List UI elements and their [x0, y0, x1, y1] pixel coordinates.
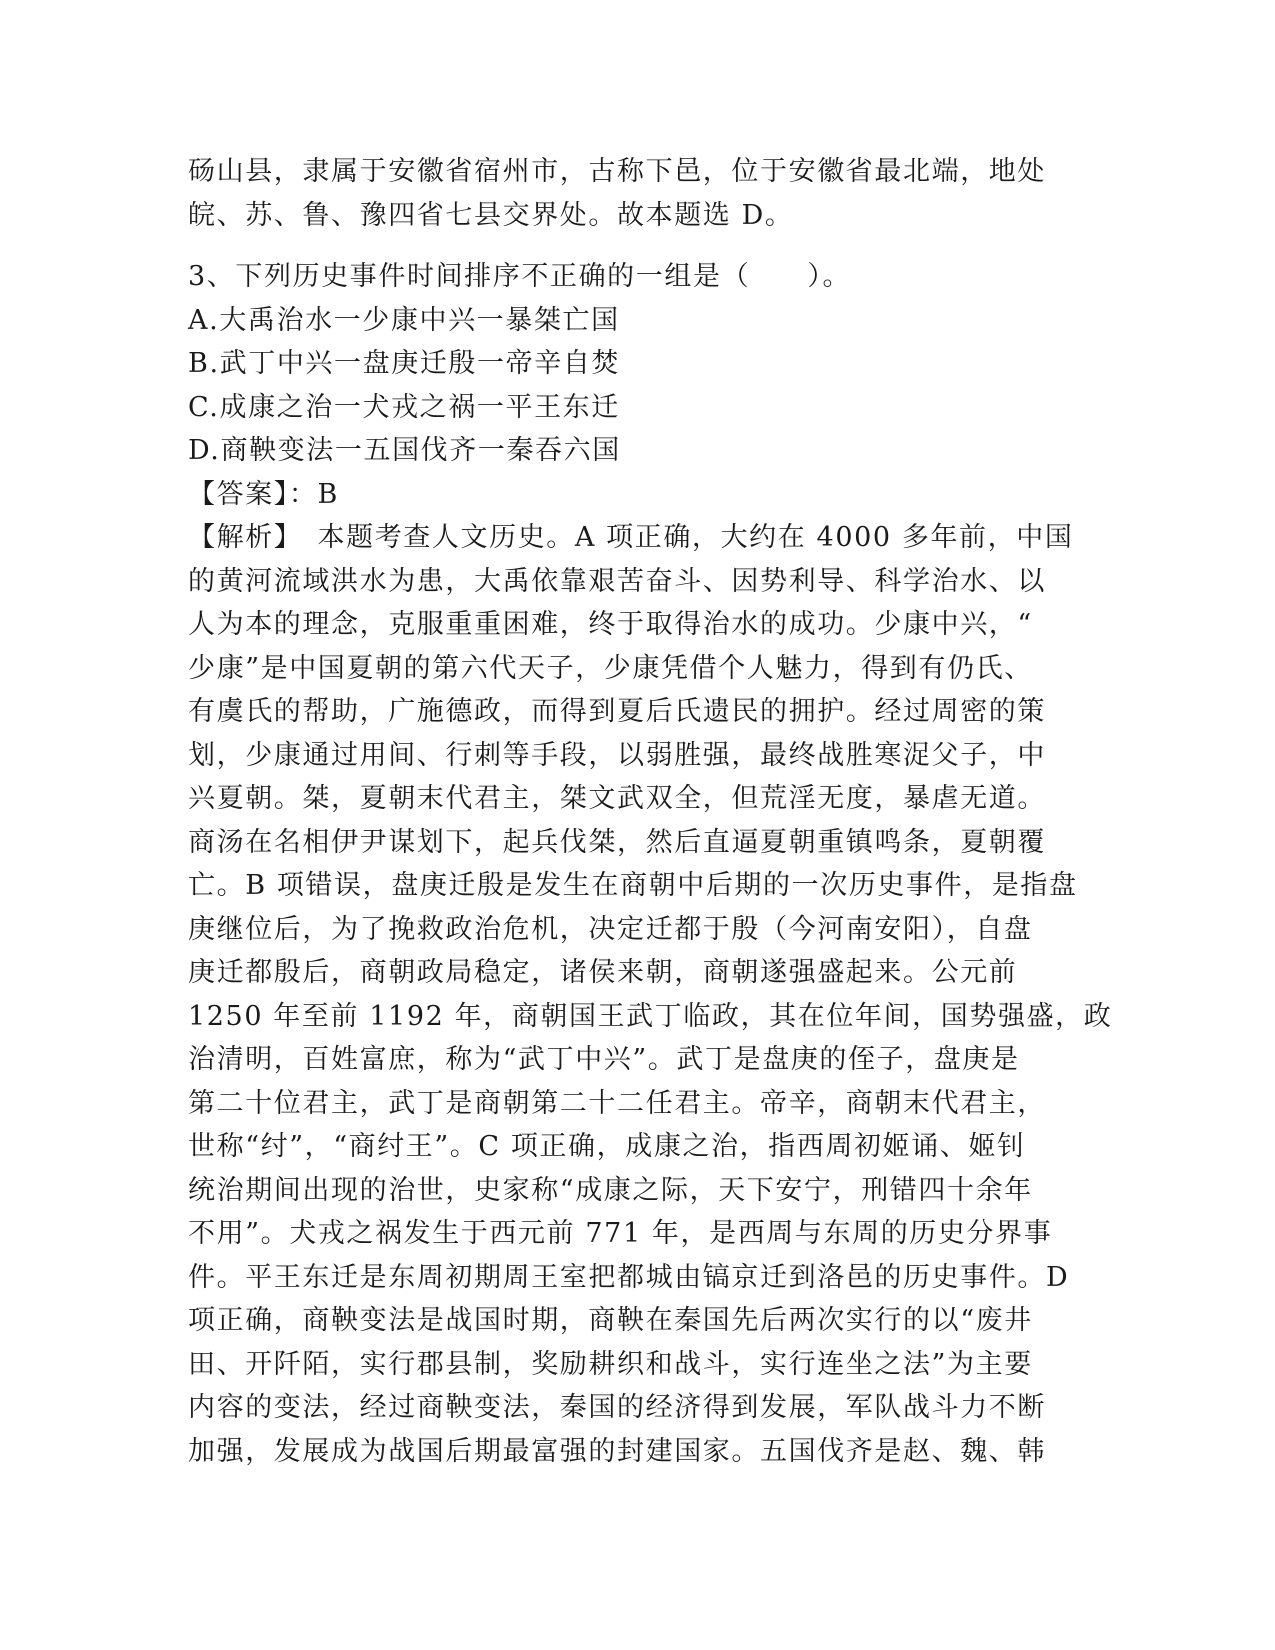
analysis-line: 治清明，百姓富庶，称为“武丁中兴”。武丁是盘庚的侄子，盘庚是 — [188, 1044, 1020, 1075]
analysis-paragraph — [188, 516, 1113, 1473]
option-a: A.大禹治水一少康中兴一暴桀亡国 — [188, 304, 620, 336]
analysis-line: 世称“纣”，“商纣王”。C 项正确，成康之治，指西周初姬诵、姬钊 — [188, 1131, 1026, 1162]
analysis-line: 加强，发展成为战国后期最富强的封建国家。五国伐齐是赵、魏、韩 — [188, 1435, 1046, 1467]
analysis-line: 件。平王东迁是东周初期周王室把都城由镐京迁到洛邑的历史事件。D — [188, 1261, 1070, 1293]
option-c: C.成康之治一犬戎之祸一平王东迁 — [188, 391, 620, 423]
text-line: 皖、苏、鲁、豫四省七县交界处。故本题选 D。 — [188, 199, 794, 231]
analysis-line: 不用”。犬戎之祸发生于西元前 771 年，是西周与东周的历史分界事 — [188, 1218, 1053, 1249]
analysis-line: 1250 年至前 1192 年，商朝国王武丁临政，其在位年间，国势强盛，政 — [188, 1000, 1113, 1032]
question-block — [188, 255, 1113, 1473]
paragraph-gap — [188, 237, 1088, 255]
analysis-line: 亡。B 项错误，盘庚迁殷是发生在商朝中后期的一次历史事件，是指盘 — [188, 870, 1078, 901]
analysis-line: 少康”是中国夏朝的第六代天子，少康凭借个人魅力，得到有仍氏、 — [188, 652, 1033, 684]
analysis-line: 【解析】 本题考查人文历史。A 项正确，大约在 4000 多年前，中国 — [188, 522, 1074, 553]
answer-line: 【答案】：B — [188, 478, 339, 510]
intro-paragraph — [188, 150, 1088, 237]
analysis-line: 划，少康通过用间、行刺等手段，以弱胜强，最终战胜寒浞父子，中 — [188, 739, 1046, 771]
analysis-line: 田、开阡陌，实行郡县制，奖励耕织和战斗，实行连坐之法”为主要 — [188, 1348, 1033, 1380]
analysis-line: 的黄河流域洪水为患，大禹依靠艰苦奋斗、因势利导、科学治水、以 — [188, 565, 1046, 597]
option-d: D.商鞅变法一五国伐齐一秦吞六国 — [188, 435, 621, 466]
option-b: B.武丁中兴一盘庚迁殷一帝辛自焚 — [188, 348, 621, 379]
analysis-line: 庚迁都殷后，商朝政局稳定，诸侯来朝，商朝遂强盛起来。公元前 — [188, 957, 1018, 988]
analysis-line: 项正确，商鞅变法是战国时期，商鞅在秦国先后两次实行的以“废井 — [188, 1305, 1033, 1336]
text-line: 砀山县，隶属于安徽省宿州市，古称下邑，位于安徽省最北端，地处 — [188, 156, 1046, 187]
analysis-line: 人为本的理念，克服重重困难，终于取得治水的成功。少康中兴，“ — [188, 609, 1033, 640]
analysis-line: 内容的变法，经过商鞅变法，秦国的经济得到发展，军队战斗力不断 — [188, 1392, 1046, 1423]
analysis-line: 第二十位君主，武丁是商朝第二十二任君主。帝辛，商朝末代君主， — [188, 1087, 1046, 1119]
analysis-line: 统治期间出现的治世，史家称“成康之际，天下安宁，刑错四十余年 — [188, 1174, 1033, 1206]
analysis-line: 兴夏朝。桀，夏朝末代君主，桀文武双全，但荒淫无度，暴虐无道。 — [188, 783, 1046, 814]
question-stem: 3、下列历史事件时间排序不正确的一组是（ ）。 — [188, 261, 852, 292]
analysis-line: 庚继位后，为了挽救政治危机，决定迁都于殷（今河南安阳），自盘 — [188, 913, 1033, 945]
document-page — [188, 150, 1113, 1473]
analysis-line: 有虞氏的帮助，广施德政，而得到夏后氏遗民的拥护。经过周密的策 — [188, 696, 1046, 727]
analysis-line: 商汤在名相伊尹谋划下，起兵伐桀，然后直逼夏朝重镇鸣条，夏朝覆 — [188, 826, 1046, 858]
